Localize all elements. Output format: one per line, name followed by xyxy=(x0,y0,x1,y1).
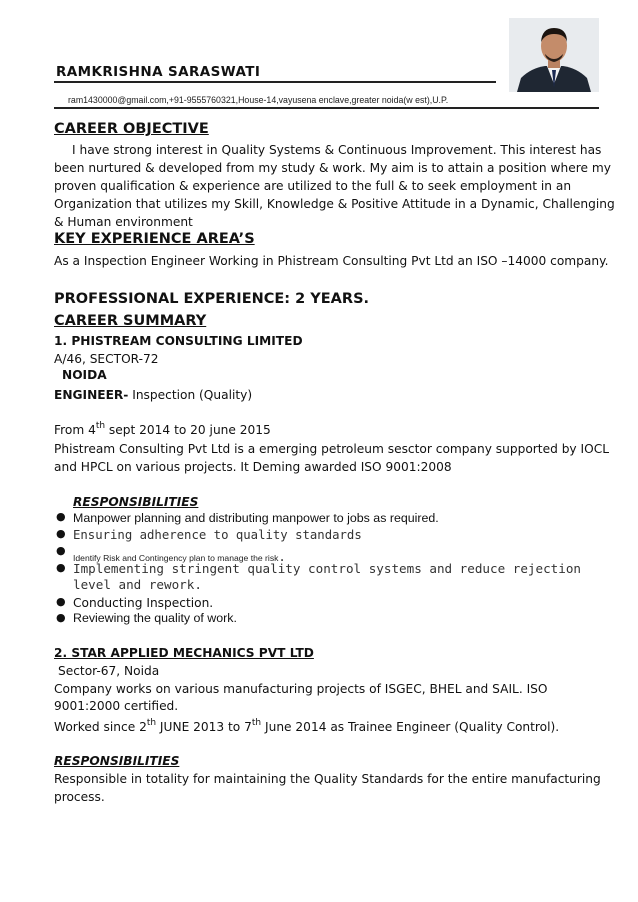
key-experience-heading: KEY EXPERIENCE AREA’S xyxy=(54,231,255,247)
job1-address: A/46, SECTOR-72 xyxy=(54,352,159,366)
job1-resp-2: Ensuring adherence to quality standards xyxy=(73,528,362,542)
job2-desc-line-2: 9001:2000 certified. xyxy=(54,699,179,713)
profile-photo-image xyxy=(509,18,599,92)
objective-line-1: I have strong interest in Quality Systems & Continuous Improvement. This interest has xyxy=(72,143,602,157)
career-objective-heading: CAREER OBJECTIVE xyxy=(54,121,209,137)
job1-company: 1. PHISTREAM CONSULTING LIMITED xyxy=(54,334,303,348)
job1-desc-line-2: and HPCL on various projects. It Deming awarded ISO 9001:2008 xyxy=(54,460,452,474)
contact-details: ram1430000@gmail.com,+91-9555760321,House-14,vayusena enclave,greater noida(w est),U.P. xyxy=(68,95,449,105)
job1-resp-3-text: Identify Risk and Contingency plan to manage the risk xyxy=(73,553,279,563)
job2-desc-line-1: Company works on various manufacturing projects of ISGEC, BHEL and SAIL. ISO xyxy=(54,682,548,696)
job2-location: Sector-67, Noida xyxy=(58,664,160,678)
job1-from-sup: th xyxy=(95,420,106,431)
professional-experience-heading: PROFESSIONAL EXPERIENCE: 2 YEARS. xyxy=(54,291,370,307)
bullet-icon: ● xyxy=(56,544,66,557)
key-experience-text: As a Inspection Engineer Working in Phistream Consulting Pvt Ltd an ISO –14000 company. xyxy=(54,254,609,268)
career-summary-heading: CAREER SUMMARY xyxy=(54,313,207,329)
job1-resp-4: Implementing stringent quality control systems and reduce rejection xyxy=(73,561,581,576)
job2-sup-a: th xyxy=(146,717,157,728)
job1-from-rest: sept 2014 to 20 june 2015 xyxy=(105,423,271,437)
bullet-icon: ● xyxy=(56,561,66,574)
objective-line-4: Organization that utilizes my Skill, Knowledge & Positive Attitude in a Dynamic, Challenging xyxy=(54,197,615,211)
job1-city: NOIDA xyxy=(62,368,107,382)
job1-desc-line-1: Phistream Consulting Pvt Ltd is a emerging petroleum sesctor company supported by IOCL xyxy=(54,442,610,456)
job2-resp-line-2: process. xyxy=(54,790,105,804)
job1-role xyxy=(54,386,252,404)
job1-responsibilities-heading: RESPONSIBILITIES xyxy=(73,495,199,509)
objective-line-3: proven qualification & experience are utilized to the full & to seek employment in an xyxy=(54,179,572,193)
candidate-name: RAMKRISHNA SARASWATI xyxy=(56,64,261,80)
job1-resp-6: Reviewing the quality of work. xyxy=(73,611,237,625)
header-divider xyxy=(54,107,599,109)
job2-responsibilities-heading: RESPONSIBILITIES xyxy=(54,754,180,768)
job1-dates xyxy=(54,421,271,439)
job2-worked-c: June 2014 as Trainee Engineer (Quality Control). xyxy=(261,720,560,734)
bullet-icon: ● xyxy=(56,611,66,624)
job2-company: 2. STAR APPLIED MECHANICS PVT LTD xyxy=(54,646,314,660)
job1-resp-1: Manpower planning and distributing manpower to jobs as required. xyxy=(73,511,439,525)
job1-resp-3-suffix: . xyxy=(278,550,286,564)
job1-role-value: Inspection (Quality) xyxy=(128,388,253,402)
name-underline-rule xyxy=(54,81,496,83)
profile-photo xyxy=(509,18,599,92)
job2-resp-line-1: Responsible in totality for maintaining the Quality Standards for the entire manufacturing xyxy=(54,772,601,786)
job2-sup-b: th xyxy=(251,717,262,728)
objective-line-5: & Human environment xyxy=(54,215,193,229)
job1-resp-5: Conducting Inspection. xyxy=(73,596,214,610)
bullet-icon: ● xyxy=(56,595,66,608)
job2-worked-a: Worked since 2 xyxy=(54,720,147,734)
job2-worked-b: JUNE 2013 to 7 xyxy=(156,720,252,734)
job1-from-prefix: From 4 xyxy=(54,423,96,437)
job1-role-label: ENGINEER- xyxy=(54,388,129,402)
objective-line-2: been nurtured & developed from my study & work. My aim is to attain a position where my xyxy=(54,161,611,175)
bullet-icon: ● xyxy=(56,527,66,540)
job2-worked xyxy=(54,718,559,736)
job1-resp-4-cont: level and rework. xyxy=(73,577,202,592)
bullet-icon: ● xyxy=(56,510,66,523)
